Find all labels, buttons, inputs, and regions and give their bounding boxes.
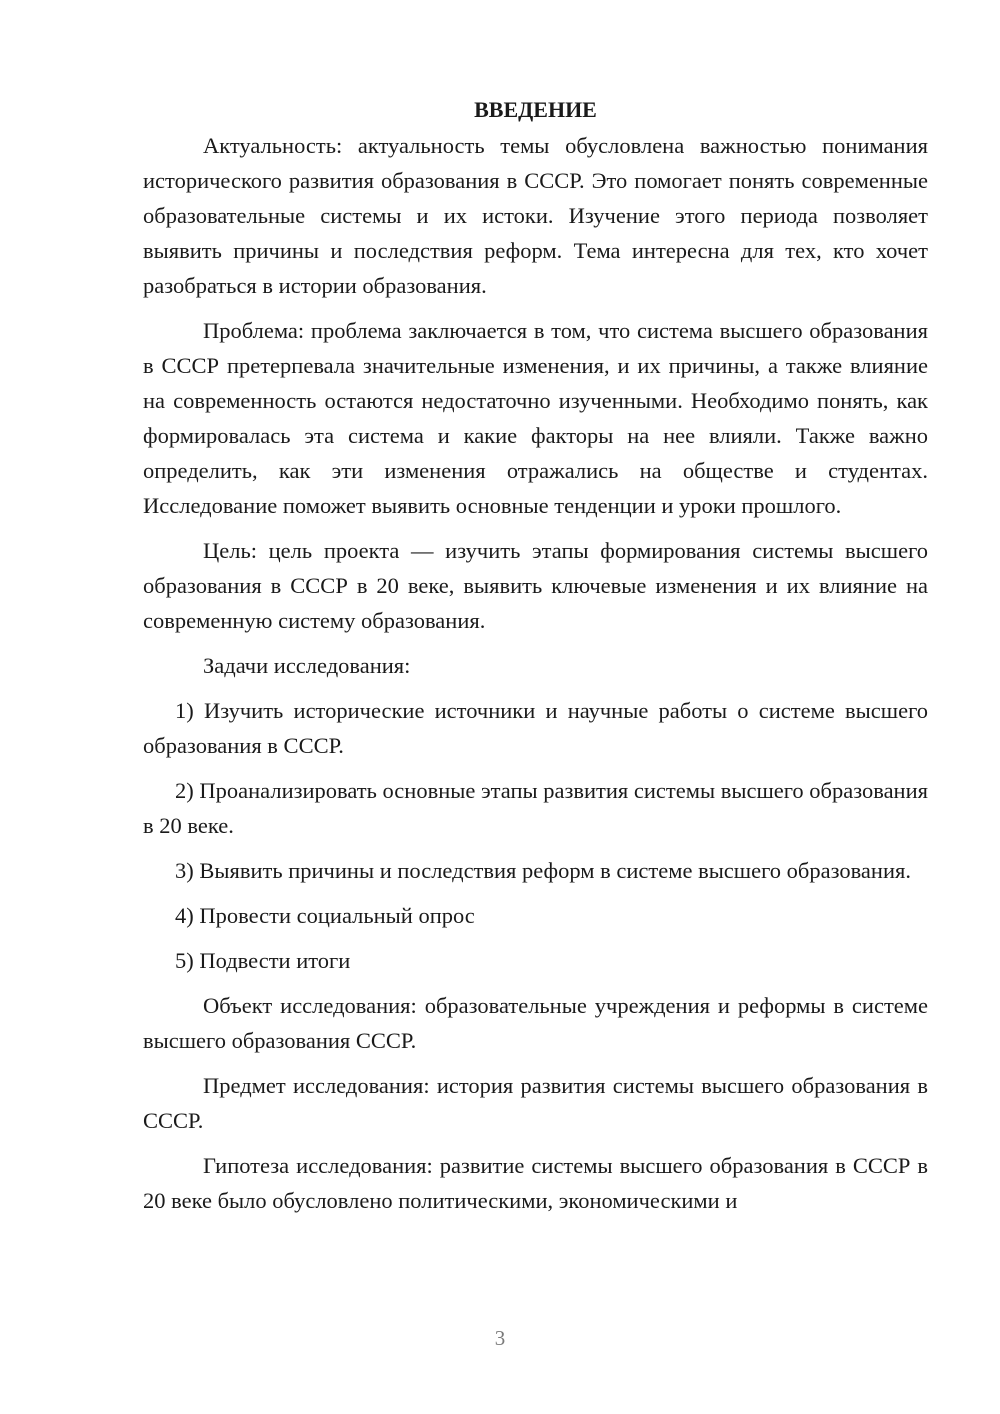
task-item-4: 4) Провести социальный опрос bbox=[175, 903, 475, 928]
task-item-3: 3) Выявить причины и последствия реформ в системе высшего образования. bbox=[175, 858, 911, 883]
paragraph-object: Объект исследования: образовательные учреждения и реформы в системе высшего образования СССР. bbox=[143, 993, 928, 1053]
paragraph-problem: Проблема: проблема заключается в том, что система высшего образования в СССР претерпевала значительные изменения, и их причины, а также влияние на современность остаются недостаточно изученными. Необходимо понять, как формировалась эта система и какие факторы на нее влияли. Также важно определить, как эти изменения отражались на обществе и студентах. Исследование поможет выявить основные тенденции и уроки прошлого. bbox=[143, 318, 928, 518]
task-item-5: 5) Подвести итоги bbox=[175, 948, 351, 973]
paragraph-subject: Предмет исследования: история развития системы высшего образования в СССР. bbox=[143, 1073, 928, 1133]
paragraph-relevance: Актуальность: актуальность темы обусловлена важностью понимания исторического развития образования в СССР. Это помогает понять современные образовательные системы и их истоки. Изучение этого периода позволяет выявить причины и последствия реформ. Тема интересна для тех, кто хочет разобраться в истории образования. bbox=[143, 133, 928, 298]
task-item-1: 1) Изучить исторические источники и научные работы о системе высшего образования в СССР. bbox=[143, 698, 928, 758]
tasks-title: Задачи исследования: bbox=[203, 653, 411, 678]
paragraph-hypothesis: Гипотеза исследования: развитие системы высшего образования в СССР в 20 веке было обусловлено политическими, экономическими и bbox=[143, 1153, 928, 1213]
paragraph-goal: Цель: цель проекта — изучить этапы формирования системы высшего образования в СССР в 20 веке, выявить ключевые изменения и их влияние на современную систему образования. bbox=[143, 538, 928, 633]
document-page bbox=[143, 92, 928, 1228]
page-title: ВВЕДЕНИЕ bbox=[474, 97, 597, 122]
task-item-2: 2) Проанализировать основные этапы развития системы высшего образования в 20 веке. bbox=[143, 778, 928, 838]
page-number: 3 bbox=[494, 1326, 506, 1350]
